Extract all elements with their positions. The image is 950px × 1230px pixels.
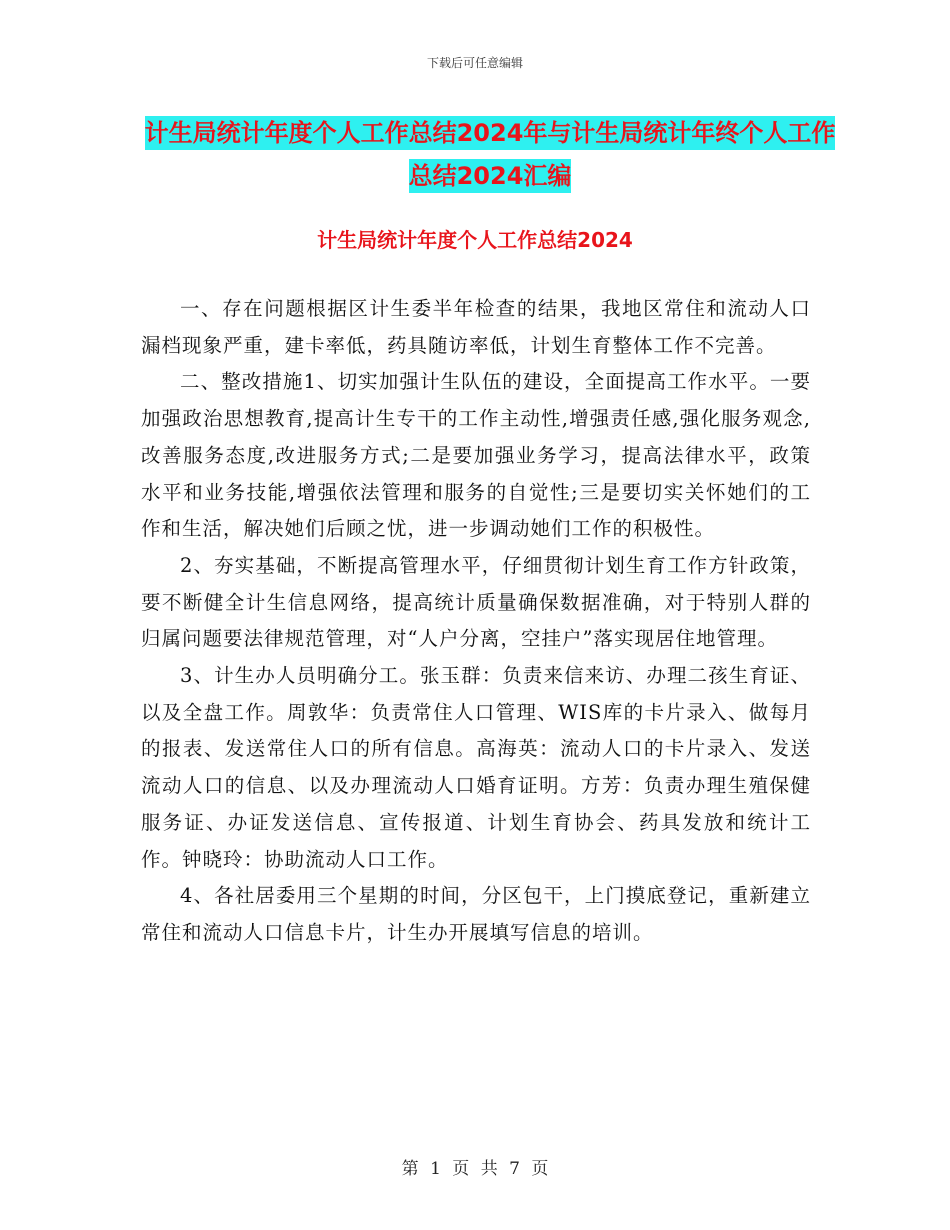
document-title — [140, 112, 840, 198]
document-title-text: 计生局统计年度个人工作总结2024年与计生局统计年终个人工作总结2024汇编 — [145, 116, 836, 193]
section-title: 计生局统计年度个人工作总结2024 — [317, 228, 633, 252]
document-body — [141, 291, 811, 952]
paragraph: 一、存在问题根据区计生委半年检查的结果，我地区常住和流动人口漏档现象严重，建卡率低，药具随访率低，计划生育整体工作不完善。 — [141, 297, 811, 357]
header-note: 下载后可任意编辑 — [426, 56, 523, 70]
paragraph: 二、整改措施1、切实加强计生队伍的建设，全面提高工作水平。一要加强政治思想教育,提高计生专干的工作主动性,增强责任感,强化服务观念,改善服务态度,改进服务方式;二是要加强业务学习，提高法律水平，政策水平和业务技能,增强依法管理和服务的自觉性;三是要切实关怀她们的工作和生活，解决她们后顾之忧，进一步调动她们工作的积极性。 — [141, 370, 811, 541]
paragraph: 3、计生办人员明确分工。张玉群：负责来信来访、办理二孩生育证、以及全盘工作。周敦华：负责常住人口管理、WIS库的卡片录入、做每月的报表、发送常住人口的所有信息。高海英：流动人口的卡片录入、发送流动人口的信息、以及办理流动人口婚育证明。方芳：负责办理生殖保健服务证、办证发送信息、宣传报道、计划生育协会、药具发放和统计工作。钟晓玲：协助流动人口工作。 — [141, 664, 811, 871]
page-number-footer: 第 1 页 共 7 页 — [401, 1159, 549, 1179]
paragraph: 2、夯实基础，不断提高管理水平，仔细贯彻计划生育工作方针政策，要不断健全计生信息网络，提高统计质量确保数据准确，对于特别人群的归属问题要法律规范管理，对“人户分离，空挂户”落实现居住地管理。 — [141, 553, 811, 651]
paragraph: 4、各社居委用三个星期的时间，分区包干，上门摸底登记，重新建立常住和流动人口信息卡片，计生办开展填写信息的培训。 — [141, 884, 811, 944]
